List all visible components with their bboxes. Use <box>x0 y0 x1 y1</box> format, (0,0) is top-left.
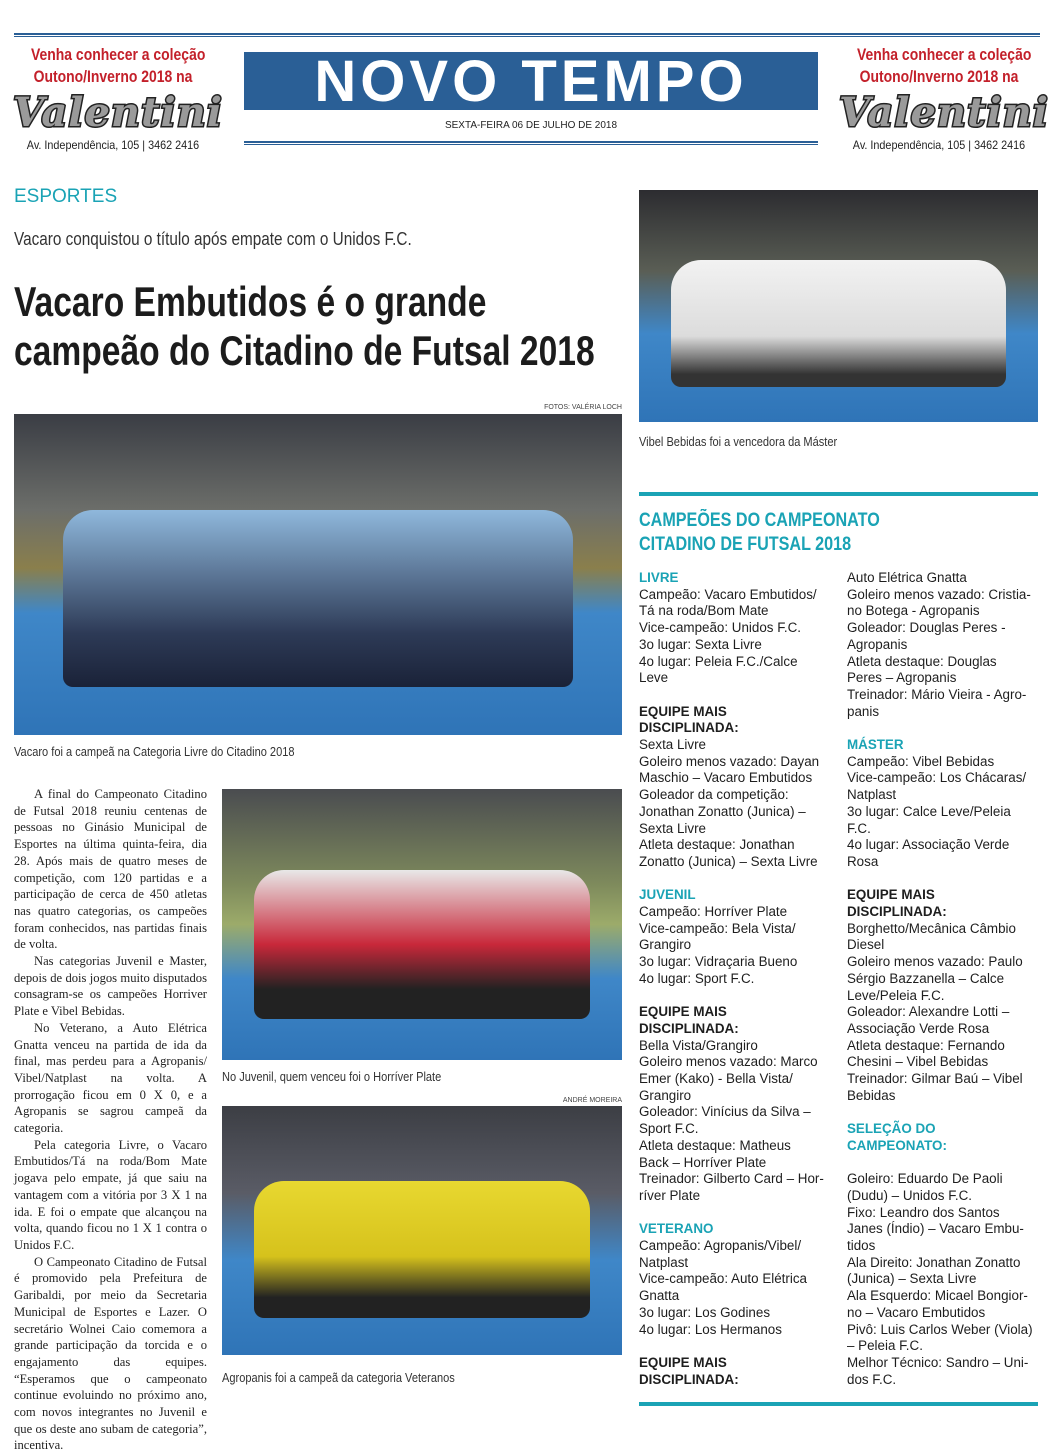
result-line: Bella Vista/Grangiro <box>639 1037 758 1053</box>
result-line: Sérgio Bazzanella – Calce <box>847 970 1005 986</box>
result-line: ríver Plate <box>639 1187 701 1203</box>
result-line: Emer (Kako) - Bella Vista/ <box>639 1071 793 1087</box>
ad-line-2: Outono/Inverno 2018 na <box>859 67 1019 86</box>
result-line: no – Vacaro Embutidos <box>847 1304 986 1320</box>
result-line: 3o lugar: Calce Leve/Peleia <box>847 803 1011 819</box>
ad-left[interactable] <box>13 44 223 152</box>
result-line: Borghetto/Mecânica Câmbio <box>847 920 1016 936</box>
result-line: Atleta destaque: Fernando <box>847 1037 1005 1053</box>
paragraph: O Campeonato Citadino de Futsal é promovido pela Prefeitura de Garibaldi, por meio da Secretaria Municipal de Esportes e Lazer. O secretário Wolnei Caio comemora a grande participação da torcida e o engajamento das equipes. “Esperamos que o campeonato continue evoluindo no próximo ano, com novos integrantes no Juvenil e que os deste ano subam de categoria”, incentiva. <box>14 1254 207 1453</box>
result-line: Leve <box>639 670 669 686</box>
result-line: Janes (Índio) – Vacaro Embu- <box>847 1221 1024 1237</box>
result-line: Natplast <box>847 787 897 803</box>
subheading: DISCIPLINADA: <box>639 1371 739 1387</box>
result-line: F.C. <box>847 820 871 836</box>
result-line: Sexta Livre <box>639 737 706 753</box>
result-line: Sexta Livre <box>639 820 706 836</box>
subheading: DISCIPLINADA: <box>847 904 947 920</box>
issue-date: SEXTA-FEIRA 06 DE JULHO DE 2018 <box>444 120 618 131</box>
spacer <box>847 1155 1047 1172</box>
result-line: 3o lugar: Vidraçaria Bueno <box>639 954 798 970</box>
result-line: Auto Elétrica Gnatta <box>847 570 967 585</box>
result-line: Rosa <box>847 853 879 869</box>
result-line: Atleta destaque: Jonathan <box>639 837 795 853</box>
result-line: 3o lugar: Sexta Livre <box>639 636 762 652</box>
category-heading: CAMPEONATO: <box>847 1137 947 1153</box>
result-line: Peres – Agropanis <box>847 670 957 686</box>
result-line: dos F.C. <box>847 1371 897 1387</box>
result-line: no Botega - Agropanis <box>847 603 980 619</box>
photo-caption: No Juvenil, quem venceu foi o Horríver Plate <box>222 1069 442 1084</box>
champions-box-title <box>639 509 880 557</box>
spacer <box>639 1205 839 1222</box>
photo-master-team <box>639 190 1038 422</box>
champions-column-1 <box>639 570 839 1388</box>
result-line: Vice-campeão: Unidos F.C. <box>639 620 802 636</box>
result-line: Goleador: Vinícius da Silva – <box>639 1104 811 1120</box>
ad-brand-logo: Valentini <box>13 89 223 136</box>
ad-address: Av. Independência, 105 | 3462 2416 <box>852 138 1026 152</box>
spacer <box>847 871 1047 888</box>
result-line: Gnatta <box>639 1288 680 1304</box>
result-line: – Peleia F.C. <box>847 1338 923 1354</box>
subheading: DISCIPLINADA: <box>639 720 739 736</box>
paragraph: A final do Campeonato Citadino de Futsal 2018 reuniu centenas de pessoas no Ginásio Municipal de Esportes na última quinta-feira, dia 28. Após mais de quatro meses de competição, com 120 partidas e a participação de cerca de 450 atletas nas quatro categorias, os campeões foram conhecidos, nas partidas finais de volta. <box>14 787 207 952</box>
result-line: Vice-campeão: Los Chácaras/ <box>847 770 1027 786</box>
spacer <box>639 871 839 888</box>
subheading: EQUIPE MAIS <box>847 887 935 903</box>
box-title-line-1: CAMPEÕES DO CAMPEONATO <box>639 510 880 531</box>
result-line: 4o lugar: Peleia F.C./Calce <box>639 653 798 669</box>
paragraph: Pela categoria Livre, o Vacaro Embutidos/Tá na roda/Bom Mate jogava pelo empate, já que saiu na vantagem com a vitória por 3 X 1 na ida. E foi o empate que alcançou na volta, quando ficou no 1 X 1 contra o Unidos F.C. <box>14 1137 207 1252</box>
section-label: ESPORTES <box>14 186 118 207</box>
result-line: Leve/Peleia F.C. <box>847 987 945 1003</box>
result-line: Tá na roda/Bom Mate <box>639 603 769 619</box>
paragraph: No Veterano, a Auto Elétrica Gnatta venceu na partida de ida da final, mas perdeu para a Agropanis/ Vibel/Natplast na volta. A prorrogação ficou em 0 X 0, e a Agropanis se sagrou campeã da categoria. <box>14 1020 207 1136</box>
result-line: Goleiro menos vazado: Cristia- <box>847 586 1031 602</box>
result-line: Jonathan Zonatto (Junica) – <box>639 803 806 819</box>
result-line: Treinador: Gilmar Baú – Vibel <box>847 1071 1023 1087</box>
headline-line-1: Vacaro Embutidos é o grande <box>14 278 487 325</box>
result-line: 4o lugar: Los Hermanos <box>639 1321 782 1337</box>
result-line: Goleador: Alexandre Lotti – <box>847 1004 1010 1020</box>
ad-brand-logo: Valentini <box>839 89 1049 136</box>
result-line: Goleador da competição: <box>639 787 789 803</box>
result-line: Diesel <box>847 937 885 953</box>
result-line: Chesini – Vibel Bebidas <box>847 1054 989 1070</box>
result-line: Vice-campeão: Bela Vista/ <box>639 920 796 936</box>
category-heading: LIVRE <box>639 570 679 585</box>
result-line: Goleiro menos vazado: Marco <box>639 1054 818 1070</box>
result-line: Campeão: Vibel Bebidas <box>847 753 995 769</box>
spacer <box>639 687 839 704</box>
spacer <box>847 720 1047 737</box>
champions-column-2 <box>847 570 1047 1388</box>
result-line: Associação Verde Rosa <box>847 1020 990 1036</box>
subheading: EQUIPE MAIS <box>639 703 727 719</box>
photo-caption: Vacaro foi a campeã na Categoria Livre do Citadino 2018 <box>14 744 295 759</box>
ad-line-1: Venha conhecer a coleção <box>31 45 206 64</box>
result-line: Atleta destaque: Matheus <box>639 1137 791 1153</box>
spacer <box>639 988 839 1005</box>
photo-caption: Vibel Bebidas foi a vencedora da Máster <box>639 434 838 449</box>
top-rule <box>14 33 1040 37</box>
result-line: (Dudu) – Unidos F.C. <box>847 1187 973 1203</box>
ad-address: Av. Independência, 105 | 3462 2416 <box>26 138 200 152</box>
result-line: Goleiro menos vazado: Paulo <box>847 954 1023 970</box>
result-line: Treinador: Gilberto Card – Hor- <box>639 1171 824 1187</box>
paragraph: Nas categorias Juvenil e Master, depois de dois jogos muito disputados consagram-se os campeões Horriver Plate e Vibel Bebidas. <box>14 954 207 1019</box>
ad-line-2: Outono/Inverno 2018 na <box>33 67 193 86</box>
result-line: Goleador: Douglas Peres - <box>847 620 1006 636</box>
masthead-title: NOVO TEMPO <box>244 52 818 110</box>
spacer <box>639 1338 839 1355</box>
result-line: Pivô: Luis Carlos Weber (Viola) <box>847 1321 1033 1337</box>
result-line: Sport F.C. <box>639 1121 699 1137</box>
result-line: Goleiro menos vazado: Dayan <box>639 753 820 769</box>
result-line: Fixo: Leandro dos Santos <box>847 1204 1000 1220</box>
result-line: panis <box>847 703 880 719</box>
result-line: Bebidas <box>847 1087 896 1103</box>
result-line: Campeão: Vacaro Embutidos/ <box>639 586 817 602</box>
category-heading: JUVENIL <box>639 887 696 903</box>
result-line: Goleiro: Eduardo De Paoli <box>847 1171 1003 1187</box>
result-line: Zonatto (Junica) – Sexta Livre <box>639 853 818 869</box>
result-line: (Junica) – Sexta Livre <box>847 1271 977 1287</box>
photo-juvenil-team <box>222 789 622 1060</box>
box-title-line-2: CITADINO DE FUTSAL 2018 <box>639 534 852 555</box>
result-line: Ala Direito: Jonathan Zonatto <box>847 1254 1021 1270</box>
result-line: Atleta destaque: Douglas <box>847 653 997 669</box>
result-line: Melhor Técnico: Sandro – Uni- <box>847 1354 1029 1370</box>
photo-caption: Agropanis foi a campeã da categoria Veteranos <box>222 1370 455 1385</box>
result-line: Treinador: Mário Vieira - Agro- <box>847 686 1027 702</box>
result-line: tidos <box>847 1238 876 1254</box>
subheading: EQUIPE MAIS <box>639 1004 727 1020</box>
subheading: EQUIPE MAIS <box>639 1354 727 1370</box>
photo-veteranos-team <box>222 1106 622 1355</box>
result-line: Grangiro <box>639 937 692 953</box>
result-line: 4o lugar: Associação Verde <box>847 837 1010 853</box>
spacer <box>847 1104 1047 1121</box>
photo-vacaro-team <box>14 414 622 735</box>
category-heading: VETERANO <box>639 1221 714 1237</box>
result-line: Agropanis <box>847 636 908 652</box>
result-line: Back – Horríver Plate <box>639 1154 767 1170</box>
photo-credit: FOTOS: VALÉRIA LOCH <box>544 404 622 411</box>
masthead-rule <box>244 141 818 145</box>
article-body <box>14 786 207 1454</box>
result-line: Natplast <box>639 1254 689 1270</box>
ad-right[interactable] <box>839 44 1049 152</box>
result-line: Maschio – Vacaro Embutidos <box>639 770 813 786</box>
result-line: Campeão: Horríver Plate <box>639 904 788 920</box>
box-top-rule <box>639 492 1038 496</box>
result-line: Campeão: Agropanis/Vibel/ <box>639 1238 802 1254</box>
photo-credit: ANDRÉ MOREIRA <box>562 1097 622 1104</box>
result-line: Grangiro <box>639 1087 692 1103</box>
subheading: DISCIPLINADA: <box>639 1020 739 1036</box>
headline-line-2: campeão do Citadino de Futsal 2018 <box>14 327 595 374</box>
result-line: 3o lugar: Los Godines <box>639 1304 771 1320</box>
result-line: 4o lugar: Sport F.C. <box>639 970 755 986</box>
result-line: Ala Esquerdo: Micael Bongior- <box>847 1288 1028 1304</box>
result-line: Vice-campeão: Auto Elétrica <box>639 1271 807 1287</box>
article-subtitle: Vacaro conquistou o título após empate com o Unidos F.C. <box>14 229 412 249</box>
category-heading: MÁSTER <box>847 737 904 753</box>
ad-line-1: Venha conhecer a coleção <box>857 45 1032 64</box>
box-bottom-rule <box>639 1402 1038 1406</box>
category-heading: SELEÇÃO DO <box>847 1121 936 1137</box>
